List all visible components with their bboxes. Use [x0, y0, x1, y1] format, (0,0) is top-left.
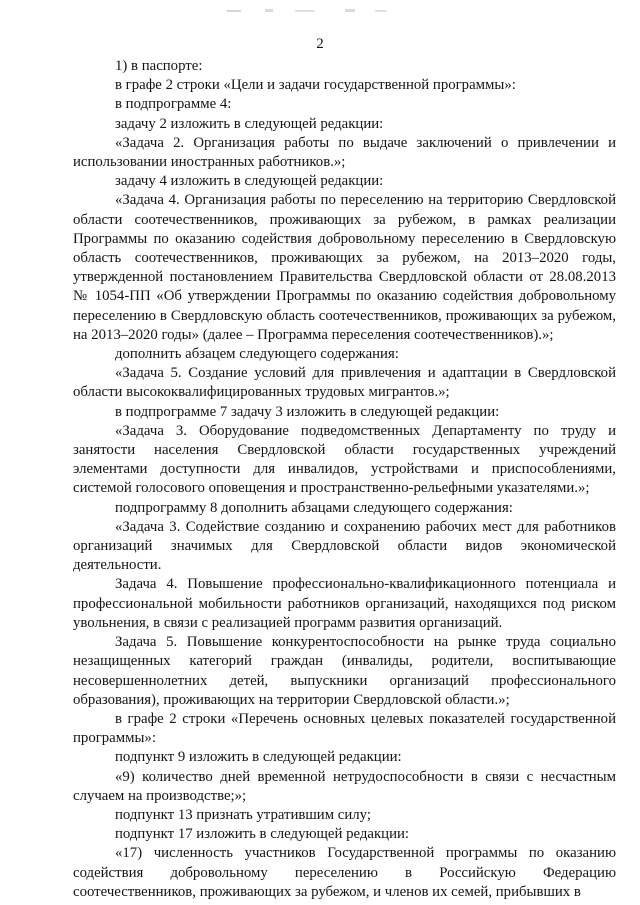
paragraph: «17) численность участников Государственной программы по оказанию содействия добровольному переселению в Российскую Федерацию соотечественников, проживающих за рубежом, и членов их семей, прибывших в [73, 845, 616, 900]
paragraph: «Задача 5. Создание условий для привлечения и адаптации в Свердловской области высококвалифицированных трудовых мигрантов.»; [73, 365, 616, 401]
paragraph: подпрограмму 8 дополнить абзацами следующего содержания: [115, 499, 513, 516]
paragraph: «9) количество дней временной нетрудоспособности в связи с несчастным случаем на производстве;»; [73, 768, 616, 804]
paragraph: Задача 4. Повышение профессионально-квалификационного потенциала и профессиональной мобильности работников организаций, находящихся под риском увольнения, в связи с реализацией программ развития организаций. [73, 576, 616, 631]
paragraph: «Задача 4. Организация работы по переселению на территорию Свердловской области соотечественников, проживающих за рубежом, в рамках реализации Программы по оказанию содействия добровольному переселению в Свердловскую область соотечественников, проживающих за рубежом, на 2013–2020 годы, утвержденной постановлением Правительства Свердловской области от 28.08.2013 № 1054-ПП «Об утверждении Программы по оказанию содействия добровольному переселению в Свердловскую область соотечественников, проживающих за рубежом, на 2013–2020 годы» (далее – Программа переселения соотечественников).»; [73, 192, 616, 343]
paragraph: дополнить абзацем следующего содержания: [115, 346, 399, 363]
page-number: 2 [316, 36, 324, 52]
paragraph: задачу 2 изложить в следующей редакции: [115, 115, 384, 132]
document-body [73, 57, 616, 902]
paragraph: подпункт 9 изложить в следующей редакции: [115, 749, 402, 766]
paragraph: в графе 2 строки «Цели и задачи государственной программы»: [115, 77, 516, 94]
paragraph: подпункт 13 признать утратившим силу; [115, 806, 371, 823]
paragraph: в подпрограмме 4: [115, 96, 232, 113]
paragraph: Задача 5. Повышение конкурентоспособности на рынке труда социально незащищенных категорий граждан (инвалиды, родители, воспитывающие несовершеннолетних детей, выпускники организаций профессионального образования), проживающих на территории Свердловской области.»; [73, 634, 616, 708]
paragraph: «Задача 3. Оборудование подведомственных Департаменту по труду и занятости населения Свердловской области государственных учреждений элементами доступности для инвалидов, устройствами и приспособлениями, системой голосового оповещения и пространственно-рельефными указателями.»; [73, 422, 616, 497]
paragraph: 1) в паспорте: [115, 58, 203, 74]
scan-artifact [225, 6, 395, 16]
paragraph: в подпрограмме 7 задачу 3 изложить в следующей редакции: [115, 403, 500, 420]
paragraph: «Задача 3. Содействие созданию и сохранению рабочих мест для работников организаций значимых для Свердловской области видов экономической деятельности. [73, 518, 616, 574]
paragraph: «Задача 2. Организация работы по выдаче заключений о привлечении и использовании иностранных работников.»; [73, 134, 616, 171]
paragraph: подпункт 17 изложить в следующей редакции: [115, 826, 410, 843]
paragraph: в графе 2 строки «Перечень основных целевых показателей государственной программы»: [73, 710, 616, 747]
paragraph: задачу 4 изложить в следующей редакции: [115, 173, 384, 190]
